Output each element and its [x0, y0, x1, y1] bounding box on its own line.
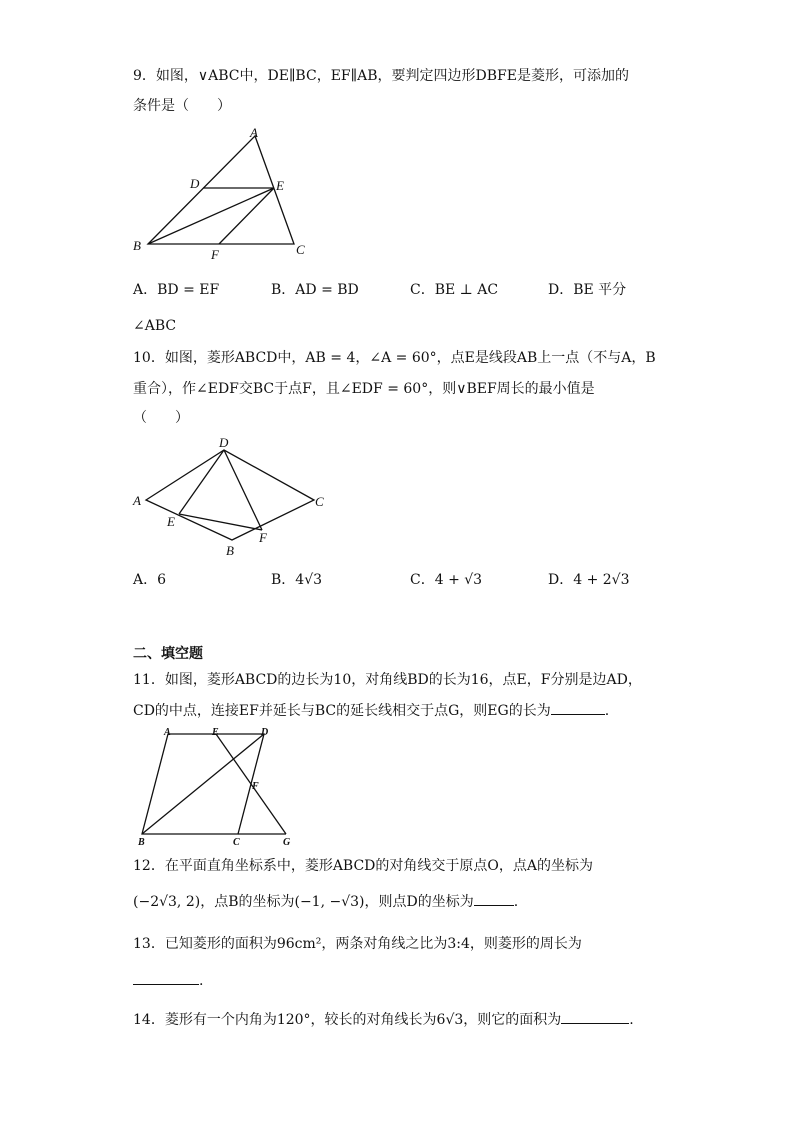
q10-line2: 重合），作∠EDF交BC于点F，且∠EDF = 60°，则∨BEF周长的最小值是 — [133, 381, 595, 397]
q12-line2-end: . — [513, 894, 519, 910]
q12-answer-blank[interactable] — [474, 891, 514, 906]
q12-line2 — [133, 891, 518, 912]
q13-line1: 13．已知菱形的面积为96cm²，两条对角线之比为3:4，则菱形的周长为 — [133, 936, 582, 952]
q10-label-d: D — [219, 435, 229, 450]
q9-option-a: A．BD = EF — [133, 282, 220, 298]
q11-label-g: G — [283, 837, 291, 848]
q9-option-d-cont: ∠ABC — [133, 318, 177, 334]
q12-line1: 12．在平面直角坐标系中，菱形ABCD的对角线交于原点O，点A的坐标为 — [133, 858, 593, 874]
q13-line2 — [133, 970, 203, 991]
q9-figure — [128, 124, 318, 264]
q10-option-d: D．4 + 2√3 — [548, 572, 630, 588]
q11-figure — [130, 724, 300, 850]
q9-option-b: B．AD = BD — [271, 282, 359, 298]
q10-label-b: B — [226, 543, 234, 558]
q11-label-c: C — [233, 837, 240, 848]
q10-label-c: C — [315, 494, 324, 509]
q10-figure — [128, 434, 338, 562]
q10-segment-de — [179, 450, 224, 514]
q11-label-d: D — [261, 727, 269, 738]
q11-label-f: F — [252, 781, 259, 792]
q9-label-a: A — [250, 125, 258, 140]
q9-label-d: D — [190, 176, 200, 191]
q9-label-b: B — [133, 238, 141, 253]
q9-segment-be — [148, 188, 274, 244]
q10-option-a: A．6 — [133, 572, 167, 588]
q14-line1-text: 14．菱形有一个内角为120°，较长的对角线长为6√3，则它的面积为 — [133, 1012, 562, 1028]
q10-option-b: B．4√3 — [271, 572, 323, 588]
q9-label-f: F — [211, 247, 219, 262]
q10-label-a: A — [133, 493, 141, 508]
q9-line2: 条件是（ ） — [133, 98, 231, 114]
q10-line3: （ ） — [133, 410, 189, 426]
q11-segment-eg — [216, 734, 286, 834]
q14-line1-end: . — [629, 1012, 634, 1028]
q11-line1: 11．如图，菱形ABCD的边长为10，对角线BD的长为16，点E，F分别是边AD， — [133, 672, 642, 688]
q11-line2-text: CD的中点，连接EF并延长与BC的延长线相交于点G，则EG的长为 — [133, 703, 551, 719]
q14-line1 — [133, 1009, 634, 1030]
q9-label-c: C — [296, 242, 305, 257]
q12-line2-text: (−2√3, 2)，点B的坐标为(−1, −√3)，则点D的坐标为 — [133, 894, 474, 910]
q9-line1: 9．如图，∨ABC中，DE∥BC，EF∥AB，要判定四边形DBFE是菱形，可添加的 — [133, 68, 629, 84]
q9-label-e: E — [276, 178, 284, 193]
section-fill-in-title: 二、填空题 — [133, 646, 203, 662]
q14-answer-blank[interactable] — [561, 1009, 629, 1024]
q10-option-c: C．4 + √3 — [410, 572, 483, 588]
q11-line2-end: . — [604, 703, 610, 719]
q11-label-e: E — [212, 727, 219, 738]
q9-option-d: D．BE 平分 — [548, 282, 627, 298]
q10-line1: 10．如图，菱形ABCD中，AB = 4，∠A = 60°，点E是线段AB上一点（不与A，B — [133, 350, 656, 366]
q11-label-b: B — [138, 837, 145, 848]
q11-answer-blank[interactable] — [551, 700, 605, 715]
q10-label-f: F — [259, 530, 267, 545]
q10-segment-df — [224, 450, 262, 530]
q9-option-c: C．BE ⊥ AC — [410, 282, 499, 298]
q10-segment-ef — [179, 514, 262, 530]
q13-answer-blank[interactable] — [133, 970, 199, 985]
q10-label-e: E — [167, 514, 175, 529]
q11-diagonal-bd — [142, 734, 264, 834]
q11-label-a: A — [164, 727, 171, 738]
q11-line2 — [133, 700, 609, 721]
q13-line2-end: . — [199, 973, 204, 989]
q9-segment-ef — [219, 188, 274, 244]
